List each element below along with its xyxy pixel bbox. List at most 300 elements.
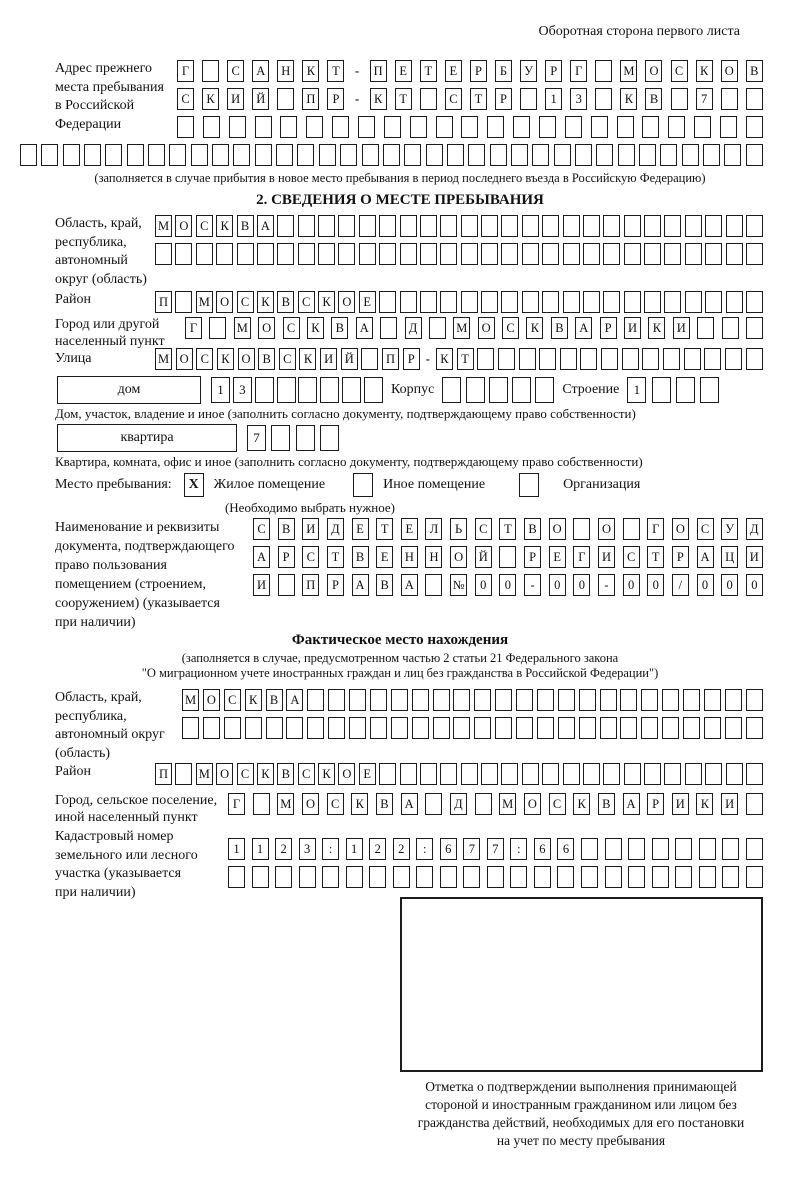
char-box: Е: [359, 763, 376, 785]
char-box: [320, 425, 339, 451]
char-box: С: [445, 88, 462, 110]
char-box: П: [302, 88, 319, 110]
char-box: [697, 317, 714, 339]
option-organization-label: Организация: [563, 477, 641, 492]
char-box: [583, 215, 600, 237]
char-separator: -: [354, 63, 360, 78]
char-box: [433, 717, 450, 739]
char-box: А: [401, 574, 418, 596]
char-box: [400, 291, 417, 313]
char-box: [425, 793, 442, 815]
prev-address-row-2: [177, 88, 763, 110]
char-box: [725, 348, 742, 370]
region-row-2: [155, 243, 763, 265]
fa-region-block: [55, 689, 800, 763]
char-box: [298, 215, 315, 237]
label-line: при наличии): [55, 615, 136, 630]
char-box: [229, 116, 246, 138]
char-box: С: [283, 317, 300, 339]
cadastral-label: [55, 828, 228, 902]
char-box: [510, 866, 527, 888]
char-box: №: [450, 574, 467, 596]
char-box: [554, 144, 571, 166]
stay-type-note: (Необходимо выбрать нужное): [224, 500, 396, 515]
label-line: автономный: [55, 253, 128, 268]
checkbox-residential: X: [184, 473, 204, 497]
char-box: О: [524, 793, 541, 815]
char-box: [721, 88, 738, 110]
char-box: [726, 243, 743, 265]
house-caption: Дом, участок, владение и иное (заполнить согласно документу, подтверждающему право собственности): [55, 406, 636, 421]
char-box: [512, 377, 531, 403]
stamp-caption-line: на учет по месту пребывания: [496, 1133, 666, 1148]
label-line: населенный пункт: [55, 333, 165, 349]
char-box: [463, 866, 480, 888]
prev-address-note: (заполняется в случае прибытия в новое место пребывания в период последнего въезда в Российскую Федерацию): [94, 171, 706, 185]
document-label: [55, 518, 253, 632]
char-box: [328, 717, 345, 739]
char-box: [84, 144, 101, 166]
char-box: Е: [445, 60, 462, 82]
char-box: [447, 144, 464, 166]
char-box: Р: [470, 60, 487, 82]
char-box: [573, 518, 590, 540]
char-box: Р: [545, 60, 562, 82]
stay-type-label: Место пребывания:: [55, 477, 172, 492]
char-box: [436, 116, 453, 138]
char-box: [318, 243, 335, 265]
char-box: 2: [275, 838, 292, 860]
city-cells: [185, 317, 763, 339]
char-box: Н: [401, 546, 418, 568]
char-box: А: [575, 317, 592, 339]
char-box: [322, 866, 339, 888]
label-line: земельного или лесного: [55, 847, 198, 863]
char-box: [307, 689, 324, 711]
char-box: [393, 866, 410, 888]
char-box: П: [370, 60, 387, 82]
char-box: [278, 574, 295, 596]
char-separator: -: [425, 351, 430, 366]
char-box: [426, 144, 443, 166]
korpus-cells: [442, 377, 554, 403]
char-box: К: [318, 763, 335, 785]
char-box: [722, 838, 739, 860]
char-box: 0: [475, 574, 492, 596]
char-box: [228, 866, 245, 888]
char-box: [461, 116, 478, 138]
char-box: И: [624, 317, 641, 339]
char-box: [495, 689, 512, 711]
char-box: Н: [277, 60, 294, 82]
char-box: Ь: [450, 518, 467, 540]
char-box: [641, 689, 658, 711]
char-box: С: [227, 60, 244, 82]
char-box: [603, 243, 620, 265]
char-box: [694, 116, 711, 138]
char-box: О: [203, 689, 220, 711]
char-box: [583, 243, 600, 265]
region-label: [55, 215, 155, 289]
char-box: [532, 144, 549, 166]
label-line: Область, край,: [55, 216, 142, 231]
char-box: [349, 689, 366, 711]
char-box: [563, 243, 580, 265]
char-box: [705, 763, 722, 785]
char-box: М: [277, 793, 294, 815]
char-box: [601, 348, 618, 370]
char-box: [440, 763, 457, 785]
char-box: [624, 215, 641, 237]
char-box: [620, 717, 637, 739]
char-box: [63, 144, 80, 166]
char-box: Н: [425, 546, 442, 568]
prev-address-rows: [177, 60, 763, 138]
char-box: [252, 866, 269, 888]
actual-location-note-1: (заполняется в случае, предусмотренном частью 2 статьи 21 Федерального закона: [181, 651, 619, 665]
char-box: [420, 291, 437, 313]
char-box: [255, 116, 272, 138]
char-box: К: [217, 348, 234, 370]
char-box: [175, 243, 192, 265]
char-box: [420, 215, 437, 237]
char-box: Г: [228, 793, 245, 815]
char-box: [675, 838, 692, 860]
char-box: В: [524, 518, 541, 540]
char-box: [642, 116, 659, 138]
char-box: Й: [252, 88, 269, 110]
char-box: 2: [369, 838, 386, 860]
label-line: в Российской: [55, 98, 135, 113]
char-box: Р: [278, 546, 295, 568]
char-box: [412, 717, 429, 739]
char-box: О: [258, 317, 275, 339]
char-box: [511, 144, 528, 166]
char-box: [440, 215, 457, 237]
district-cells: [155, 291, 763, 313]
char-box: [501, 215, 518, 237]
char-box: [603, 763, 620, 785]
char-box: :: [322, 838, 339, 860]
char-box: О: [176, 348, 193, 370]
char-box: У: [520, 60, 537, 82]
label-line: Район: [55, 764, 91, 779]
char-box: 2: [393, 838, 410, 860]
char-box: [307, 717, 324, 739]
label-line: Кадастровый номер: [55, 829, 174, 844]
char-box: [498, 348, 515, 370]
char-box: [276, 144, 293, 166]
char-box: 0: [697, 574, 714, 596]
stamp-caption-line: Отметка о подтверждении выполнения принимающей: [425, 1079, 737, 1094]
char-box: О: [338, 291, 355, 313]
char-box: О: [672, 518, 689, 540]
char-box: С: [224, 689, 241, 711]
char-box: [558, 689, 575, 711]
label-line: Область, край,: [55, 690, 142, 705]
char-box: 7: [463, 838, 480, 860]
char-box: 1: [627, 377, 646, 403]
label-line: республика,: [55, 708, 127, 724]
char-box: К: [526, 317, 543, 339]
char-box: [624, 291, 641, 313]
fa-city-row: [55, 793, 800, 826]
document-row-2: [253, 546, 763, 568]
fa-district-row: [55, 763, 800, 785]
char-box: 3: [299, 838, 316, 860]
char-box: 7: [696, 88, 713, 110]
char-box: [685, 243, 702, 265]
char-box: [237, 243, 254, 265]
label-line: Улица: [55, 350, 92, 366]
char-box: [623, 518, 640, 540]
char-box: [720, 116, 737, 138]
char-box: В: [376, 793, 393, 815]
char-box: К: [307, 317, 324, 339]
label-line: Наименование и реквизиты: [55, 520, 220, 535]
char-box: [481, 215, 498, 237]
char-box: В: [551, 317, 568, 339]
char-box: [212, 144, 229, 166]
char-box: 7: [247, 425, 266, 451]
char-box: [306, 116, 323, 138]
char-box: [725, 689, 742, 711]
char-box: Т: [647, 546, 664, 568]
char-box: [412, 689, 429, 711]
prev-address-label: [55, 60, 177, 134]
char-box: И: [721, 793, 738, 815]
char-box: [676, 377, 695, 403]
char-box: [746, 763, 763, 785]
char-box: [442, 377, 461, 403]
korpus-label: Корпус: [391, 382, 435, 397]
char-box: Д: [405, 317, 422, 339]
char-box: [595, 60, 612, 82]
char-box: В: [258, 348, 275, 370]
char-box: [299, 866, 316, 888]
cadastral-rows: [228, 838, 763, 888]
char-box: О: [549, 518, 566, 540]
label-line: право пользования: [55, 558, 167, 573]
char-box: [600, 689, 617, 711]
char-box: 1: [211, 377, 230, 403]
char-box: Р: [327, 574, 344, 596]
char-box: [641, 717, 658, 739]
city-row: [55, 317, 800, 350]
char-box: /: [672, 574, 689, 596]
char-box: М: [196, 291, 213, 313]
char-box: [453, 717, 470, 739]
char-box: О: [338, 763, 355, 785]
char-box: О: [216, 763, 233, 785]
char-box: И: [746, 546, 763, 568]
char-box: А: [356, 317, 373, 339]
char-box: [332, 116, 349, 138]
char-box: [519, 348, 536, 370]
char-box: [535, 377, 554, 403]
apartment-caption: Квартира, комната, офис и иное (заполнить согласно документу, подтверждающему право собственности): [55, 454, 643, 469]
char-box: [522, 763, 539, 785]
char-box: Б: [495, 60, 512, 82]
char-box: В: [598, 793, 615, 815]
char-box: [644, 291, 661, 313]
char-box: [704, 348, 721, 370]
char-box: [391, 717, 408, 739]
char-box: [542, 291, 559, 313]
char-box: [319, 144, 336, 166]
char-box: Р: [495, 88, 512, 110]
apartment-row: [57, 424, 800, 452]
char-box: [652, 838, 669, 860]
char-box: [704, 717, 721, 739]
char-box: [685, 291, 702, 313]
char-box: [620, 689, 637, 711]
char-box: 0: [499, 574, 516, 596]
char-box: [155, 243, 172, 265]
house-row: [57, 376, 800, 404]
char-box: [746, 88, 763, 110]
char-box: С: [298, 291, 315, 313]
char-box: [379, 243, 396, 265]
label-line: места пребывания: [55, 79, 164, 95]
char-box: К: [318, 291, 335, 313]
char-box: [361, 348, 378, 370]
char-box: [624, 243, 641, 265]
cadastral-block: [55, 828, 800, 902]
char-box: [513, 116, 530, 138]
char-box: [746, 717, 763, 739]
char-box: [379, 215, 396, 237]
char-box: [725, 717, 742, 739]
char-box: [563, 291, 580, 313]
char-box: 6: [534, 838, 551, 860]
char-box: 1: [545, 88, 562, 110]
char-box: В: [266, 689, 283, 711]
char-box: [726, 291, 743, 313]
char-box: О: [721, 60, 738, 82]
char-box: [539, 348, 556, 370]
char-box: [275, 866, 292, 888]
char-box: [622, 348, 639, 370]
char-box: [520, 88, 537, 110]
char-box: [461, 215, 478, 237]
char-box: М: [499, 793, 516, 815]
char-box: Е: [359, 291, 376, 313]
char-box: [182, 717, 199, 739]
char-box: [579, 717, 596, 739]
char-box: О: [175, 215, 192, 237]
char-box: П: [382, 348, 399, 370]
char-box: В: [331, 317, 348, 339]
char-box: [618, 144, 635, 166]
char-box: [704, 689, 721, 711]
label-line: помещением (строением,: [55, 577, 206, 592]
char-box: [652, 377, 671, 403]
char-box: [342, 377, 361, 403]
char-separator: -: [354, 91, 360, 106]
char-box: В: [237, 215, 254, 237]
char-box: Т: [327, 546, 344, 568]
char-box: [652, 866, 669, 888]
label-line: округ (область): [55, 271, 147, 287]
char-box: [177, 116, 194, 138]
char-box: [542, 215, 559, 237]
char-box: С: [671, 60, 688, 82]
char-box: [487, 116, 504, 138]
char-box: [202, 60, 219, 82]
char-box: И: [302, 518, 319, 540]
char-box: [560, 348, 577, 370]
checkbox-other-premises: [353, 473, 373, 497]
char-box: [474, 717, 491, 739]
char-box: 7: [487, 838, 504, 860]
char-box: [191, 144, 208, 166]
char-box: [420, 88, 437, 110]
char-box: [400, 763, 417, 785]
char-box: [705, 215, 722, 237]
char-box: И: [672, 793, 689, 815]
char-box: [369, 866, 386, 888]
char-box: Г: [647, 518, 664, 540]
char-box: [705, 243, 722, 265]
char-box: [600, 717, 617, 739]
char-box: [420, 763, 437, 785]
char-box: [169, 144, 186, 166]
char-box: [466, 377, 485, 403]
char-box: [148, 144, 165, 166]
char-box: [379, 763, 396, 785]
district-label: [55, 291, 155, 310]
char-box: П: [302, 574, 319, 596]
char-box: 0: [549, 574, 566, 596]
char-box: А: [352, 574, 369, 596]
char-box: [340, 144, 357, 166]
char-box: [522, 243, 539, 265]
char-box: Д: [450, 793, 467, 815]
stroenie-cells: [627, 377, 719, 403]
char-box: [685, 763, 702, 785]
char-box: [216, 243, 233, 265]
char-box: [420, 243, 437, 265]
char-box: [277, 88, 294, 110]
char-box: [481, 291, 498, 313]
prev-address-row-3: [177, 116, 763, 138]
char-box: -: [598, 574, 615, 596]
char-box: Г: [570, 60, 587, 82]
char-box: [746, 243, 763, 265]
char-box: Т: [470, 88, 487, 110]
char-box: 3: [570, 88, 587, 110]
char-box: :: [510, 838, 527, 860]
fa-region-label: [55, 689, 182, 763]
char-box: П: [155, 291, 172, 313]
char-box: [320, 377, 339, 403]
document-rows: [253, 518, 763, 596]
house-number-cells: [211, 377, 383, 403]
char-box: [724, 144, 741, 166]
prev-address-block: [55, 60, 800, 138]
char-box: Е: [395, 60, 412, 82]
stroenie-label: Строение: [562, 382, 620, 397]
char-box: [359, 215, 376, 237]
char-box: [746, 291, 763, 313]
char-box: К: [299, 348, 316, 370]
stamp-caption: [395, 1078, 767, 1150]
document-row-1: [253, 518, 763, 540]
char-box: К: [257, 291, 274, 313]
char-box: [440, 243, 457, 265]
fa-city-label: [55, 793, 228, 826]
